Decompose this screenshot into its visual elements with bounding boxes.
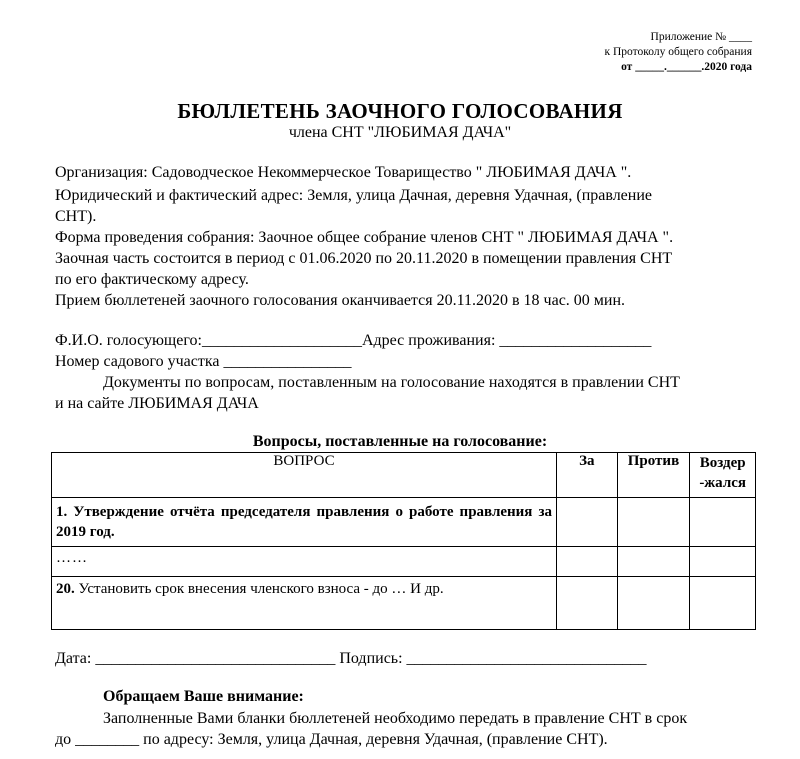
question-text: Утверждение отчёта председателя правления о работе правления за 2019 год. (56, 504, 553, 540)
documents-text-line1: Документы по вопросам, поставленным на голосование находятся в правлении СНТ (103, 374, 680, 391)
questions-table-title: Вопросы, поставленные на голосование: (252, 433, 548, 450)
question-cell: …… (52, 547, 557, 577)
questions-table (51, 452, 756, 630)
vote-against-cell[interactable] (617, 577, 690, 630)
vote-against-cell[interactable] (617, 498, 690, 547)
vote-against-cell[interactable] (617, 547, 690, 577)
question-cell (52, 577, 557, 630)
address-text-line2: СНТ). (55, 208, 97, 225)
plot-number-field: Номер садового участка ________________ (55, 353, 352, 370)
vote-for-cell[interactable] (557, 577, 618, 630)
notice-text-line2: до ________ по адресу: Земля, улица Дачная, деревня Удачная, (правление СНТ). (55, 731, 608, 748)
header-abstain: Воздер -жался (690, 453, 756, 498)
vote-abstain-cell[interactable] (690, 577, 756, 630)
vote-for-cell[interactable] (557, 547, 618, 577)
vote-abstain-cell[interactable] (690, 547, 756, 577)
table-row (52, 577, 756, 630)
table-row (52, 498, 756, 547)
meeting-form-text: Форма проведения собрания: Заочное общее собрание членов СНТ " ЛЮБИМАЯ ДАЧА ". (55, 229, 674, 246)
header-for: За (557, 453, 618, 498)
appendix-date: от _____.______.2020 года (621, 61, 752, 73)
question-text: Установить срок внесения членского взноса - до … И др. (78, 581, 444, 597)
page-subtitle: члена СНТ "ЛЮБИМАЯ ДАЧА" (288, 124, 512, 141)
header-question: ВОПРОС (52, 453, 557, 498)
deadline-text: Прием бюллетеней заочного голосования оканчивается 20.11.2020 в 18 час. 00 мин. (55, 292, 626, 309)
page-title: БЮЛЛЕТЕНЬ ЗАОЧНОГО ГОЛОСОВАНИЯ (177, 99, 623, 123)
date-signature-field: Дата: ______________________________ Подпись: ______________________________ (55, 650, 647, 667)
documents-text-line2: и на сайте ЛЮБИМАЯ ДАЧА (55, 395, 259, 412)
vote-for-cell[interactable] (557, 498, 618, 547)
voter-fio-field: Ф.И.О. голосующего:____________________Адрес проживания: ___________________ (55, 332, 652, 349)
period-text-line1: Заочная часть состоится в период с 01.06.2020 по 20.11.2020 в помещении правления СНТ (55, 250, 673, 267)
appendix-number: Приложение № ____ (650, 31, 752, 43)
address-text-line1: Юридический и фактический адрес: Земля, улица Дачная, деревня Удачная, (правление (55, 187, 653, 204)
period-text-line2: по его фактическому адресу. (55, 271, 249, 288)
question-cell (52, 498, 557, 547)
appendix-header (605, 30, 752, 75)
table-header-row (52, 453, 756, 498)
vote-abstain-cell[interactable] (690, 498, 756, 547)
appendix-protocol: к Протоколу общего собрания (604, 46, 752, 58)
organization-text: Организация: Садоводческое Некоммерческое Товарищество " ЛЮБИМАЯ ДАЧА ". (55, 164, 632, 181)
question-number: 20. (56, 581, 75, 597)
question-number: 1. (56, 504, 68, 520)
header-against: Против (617, 453, 690, 498)
table-row (52, 547, 756, 577)
notice-heading: Обращаем Ваше внимание: (103, 688, 304, 705)
notice-text-line1: Заполненные Вами бланки бюллетеней необходимо передать в правление СНТ в срок (103, 710, 688, 727)
